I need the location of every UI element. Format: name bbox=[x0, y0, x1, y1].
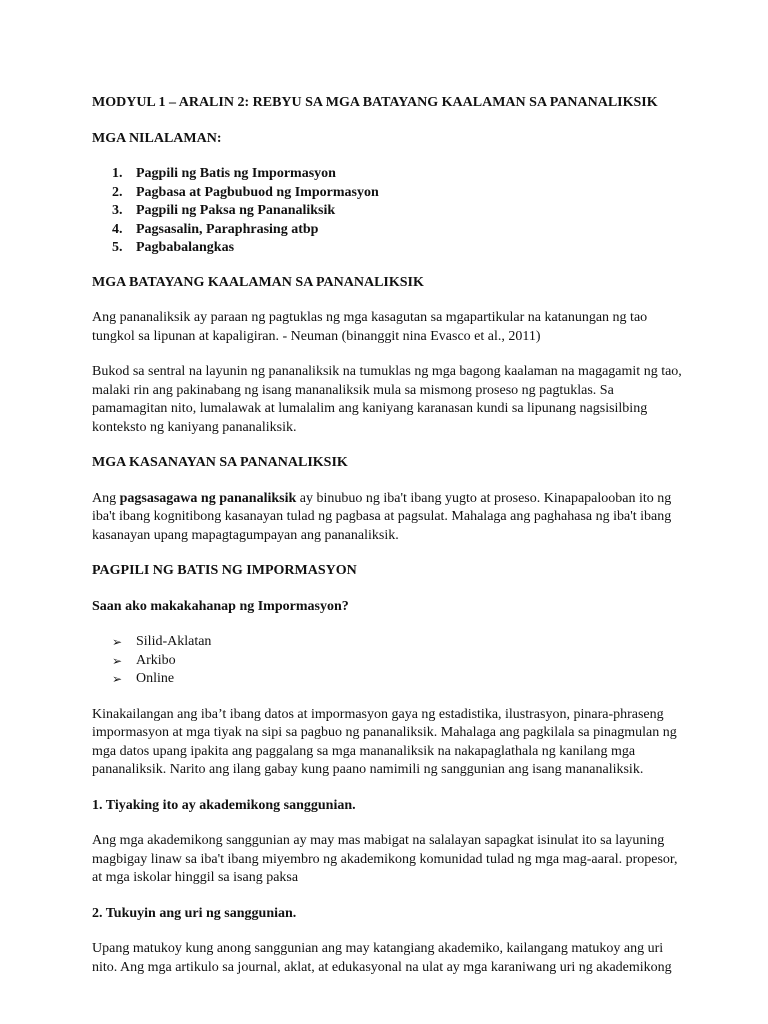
paragraph-text: ay binubuo ng iba't ibang yugto at proseso. Kinapapalooban ito ng iba't ibang kognitibong kasanayan tulad ng pagbasa at pagsulat. Mahalaga ang paghahasa ng iba't ibang kasanayan upang mapagtagumpayan ang pananaliksik. bbox=[92, 490, 672, 543]
arrow-bullet-icon: ➢ bbox=[112, 653, 123, 668]
paragraph: Ang mga akademikong sanggunian ay may mas mabigat na salalayan sapagkat isinulat ito sa layuning magbigay linaw sa iba't ibang miyembro ng akademikong komunidad tulad ng mga mag-aaral. propesor, at mga iskolar hinggil sa isang paksa bbox=[92, 833, 678, 885]
contents-item-text: Pagpili ng Paksa ng Pananaliksik bbox=[136, 203, 336, 218]
document-title: MODYUL 1 – ARALIN 2: REBYU SA MGA BATAYANG KAALAMAN SA PANANALIKSIK bbox=[92, 95, 658, 110]
sub-heading: Saan ako makakahanap ng Impormasyon? bbox=[92, 598, 349, 614]
section-heading: MGA KASANAYAN SA PANANALIKSIK bbox=[92, 455, 348, 470]
contents-item-number: 2. bbox=[112, 184, 123, 200]
contents-item-number: 3. bbox=[112, 203, 123, 218]
paragraph: Kinakailangan ang iba’t ibang datos at impormasyon gaya ng estadistika, ilustrasyon, pinara-phraseng impormasyon at mga tiyak na sipi sa pagbuo ng pananaliksik. Mahalaga ang pagkilala sa pinagmulan ng mga datos upang ipakita ang paggalang sa mga mananaliksik na nakapaglathala ng kanilang mga pananaliksik. Narito ang ilang gabay kung paano namimili ng sanggunian ang isang mananaliksik. bbox=[92, 706, 677, 777]
paragraph: Upang matukoy kung anong sanggunian ang may katangiang akademiko, kailangang matukoy ang uri nito. Ang mga artikulo sa journal, aklat, at edukasyonal na ulat ay mga karaniwang uri ng akademikong bbox=[92, 941, 672, 975]
source-list-text: Arkibo bbox=[136, 652, 176, 668]
arrow-bullet-icon: ➢ bbox=[112, 672, 123, 686]
source-list-item bbox=[92, 633, 682, 652]
document-page bbox=[92, 94, 682, 977]
contents-item bbox=[92, 184, 682, 203]
contents-item-number: 5. bbox=[112, 240, 123, 255]
guide-heading: 2. Tukuyin ang uri ng sanggunian. bbox=[92, 905, 297, 921]
paragraph: Bukod sa sentral na layunin ng pananaliksik na tumuklas ng mga bagong kaalaman na magagamit ng tao, malaki rin ang pakinabang ng isang mananaliksik mula sa mismong proseso ng pagtuklas. Sa pamamagitan nito, lumalawak at lumalalim ang kaniyang karanasan kundi sa lipunang nagsisilbing konteksto ng kaniyang pananaliksik. bbox=[92, 364, 682, 435]
contents-item bbox=[92, 221, 682, 240]
contents-item-number: 1. bbox=[112, 166, 123, 181]
contents-heading: MGA NILALAMAN: bbox=[92, 130, 222, 146]
contents-item bbox=[92, 239, 682, 258]
source-list-item bbox=[92, 652, 682, 671]
contents-item-text: Pagbabalangkas bbox=[136, 240, 235, 255]
contents-item-text: Pagbasa at Pagbubuod ng Impormasyon bbox=[136, 184, 379, 200]
paragraph-bold-text: pagsasagawa ng pananaliksik bbox=[119, 490, 297, 506]
contents-item bbox=[92, 202, 682, 221]
source-list-item bbox=[92, 670, 682, 689]
paragraph bbox=[92, 490, 682, 546]
contents-item-text: Pagpili ng Batis ng Impormasyon bbox=[136, 166, 336, 181]
source-list-text: Online bbox=[136, 671, 175, 686]
contents-item bbox=[92, 165, 682, 184]
guide-heading: 1. Tiyaking ito ay akademikong sanggunian. bbox=[92, 797, 356, 813]
paragraph: Ang pananaliksik ay paraan ng pagtuklas ng mga kasagutan sa mgapartikular na katanungan ng tao tungkol sa lipunan at kapaligiran. - Neuman (binanggit nina Evasco et al., 2011) bbox=[92, 310, 648, 344]
section-heading: MGA BATAYANG KAALAMAN SA PANANALIKSIK bbox=[92, 274, 424, 290]
contents-item-text: Pagsasalin, Paraphrasing atbp bbox=[136, 221, 319, 237]
arrow-bullet-icon: ➢ bbox=[112, 635, 123, 649]
source-list bbox=[92, 633, 682, 689]
source-list-text: Silid-Aklatan bbox=[136, 634, 212, 649]
contents-list bbox=[92, 165, 682, 258]
contents-item-number: 4. bbox=[112, 221, 123, 237]
section-heading: PAGPILI NG BATIS NG IMPORMASYON bbox=[92, 563, 357, 578]
paragraph-text: Ang bbox=[92, 490, 120, 506]
